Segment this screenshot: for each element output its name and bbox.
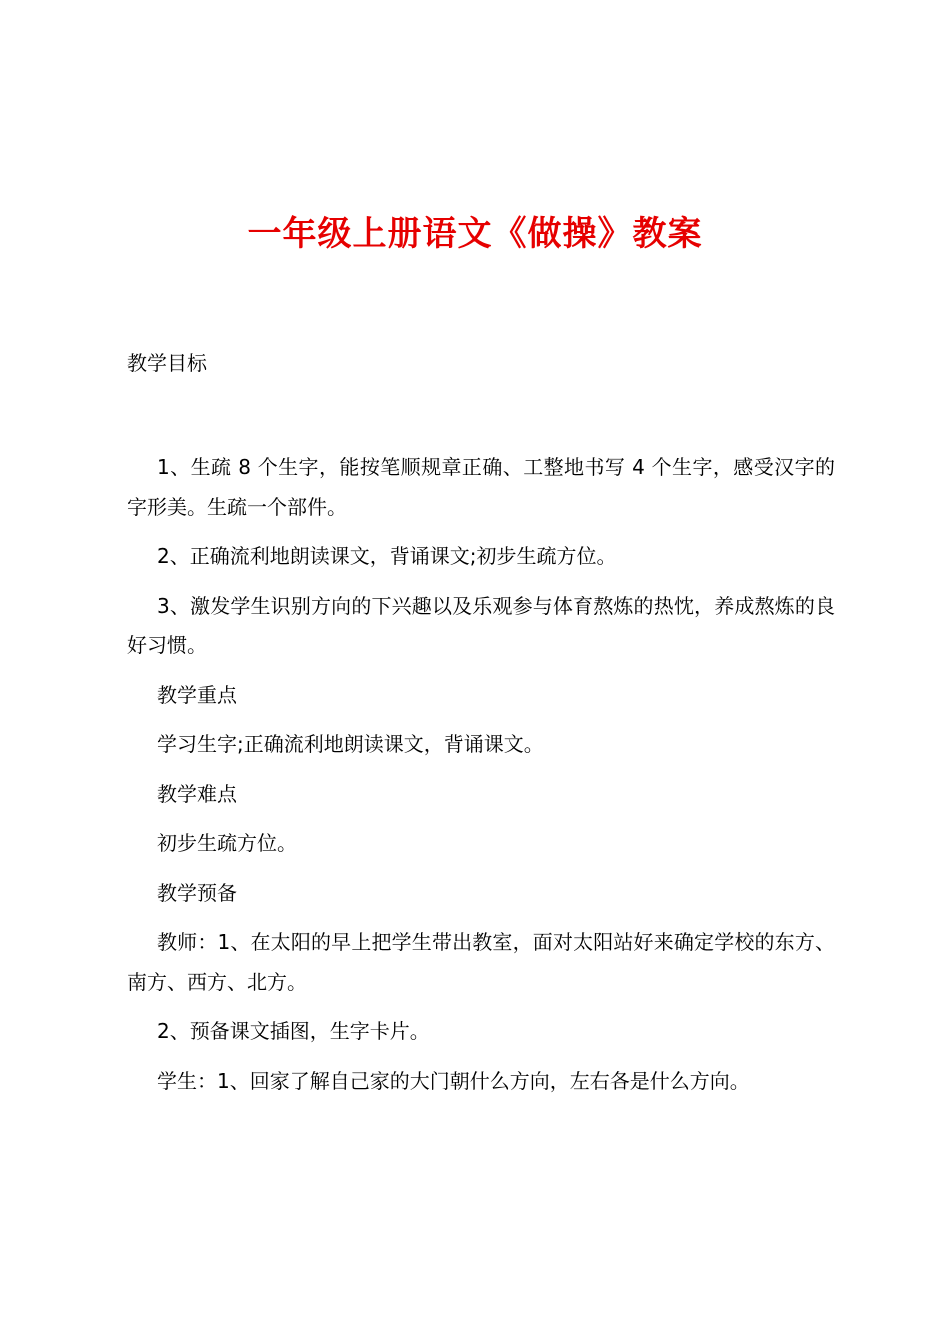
document-body (127, 448, 835, 1111)
difficulties-heading: 教学难点 (157, 781, 237, 806)
key-points-heading: 教学重点 (157, 682, 237, 707)
teacher-prep-paragraph: 教师：1、在太阳的早上把学生带出教室，面对太阳站好来确定学校的东方、南方、西方、北方。 (127, 930, 835, 994)
teacher-prep-2-paragraph: 2、预备课文插图，生字卡片。 (157, 1019, 430, 1043)
objective-2-paragraph: 2、正确流利地朗读课文，背诵课文;初步生疏方位。 (157, 544, 617, 568)
difficulties-paragraph: 初步生疏方位。 (157, 831, 297, 855)
objectives-heading: 教学目标 (127, 351, 207, 375)
document-title: 一年级上册语文《做操》教案 (247, 214, 703, 254)
objective-3-paragraph: 3、激发学生识别方向的下兴趣以及乐观参与体育熬炼的热忱，养成熬炼的良好习惯。 (127, 593, 835, 657)
key-points-paragraph: 学习生字;正确流利地朗读课文，背诵课文。 (157, 732, 544, 756)
objective-1-paragraph: 1、生疏 8 个生字，能按笔顺规章正确、工整地书写 4 个生字，感受汉字的字形美。生疏一个部件。 (127, 455, 835, 519)
student-prep-paragraph: 学生：1、回家了解自己家的大门朝什么方向，左右各是什么方向。 (157, 1068, 750, 1093)
preparation-heading: 教学预备 (157, 880, 237, 905)
